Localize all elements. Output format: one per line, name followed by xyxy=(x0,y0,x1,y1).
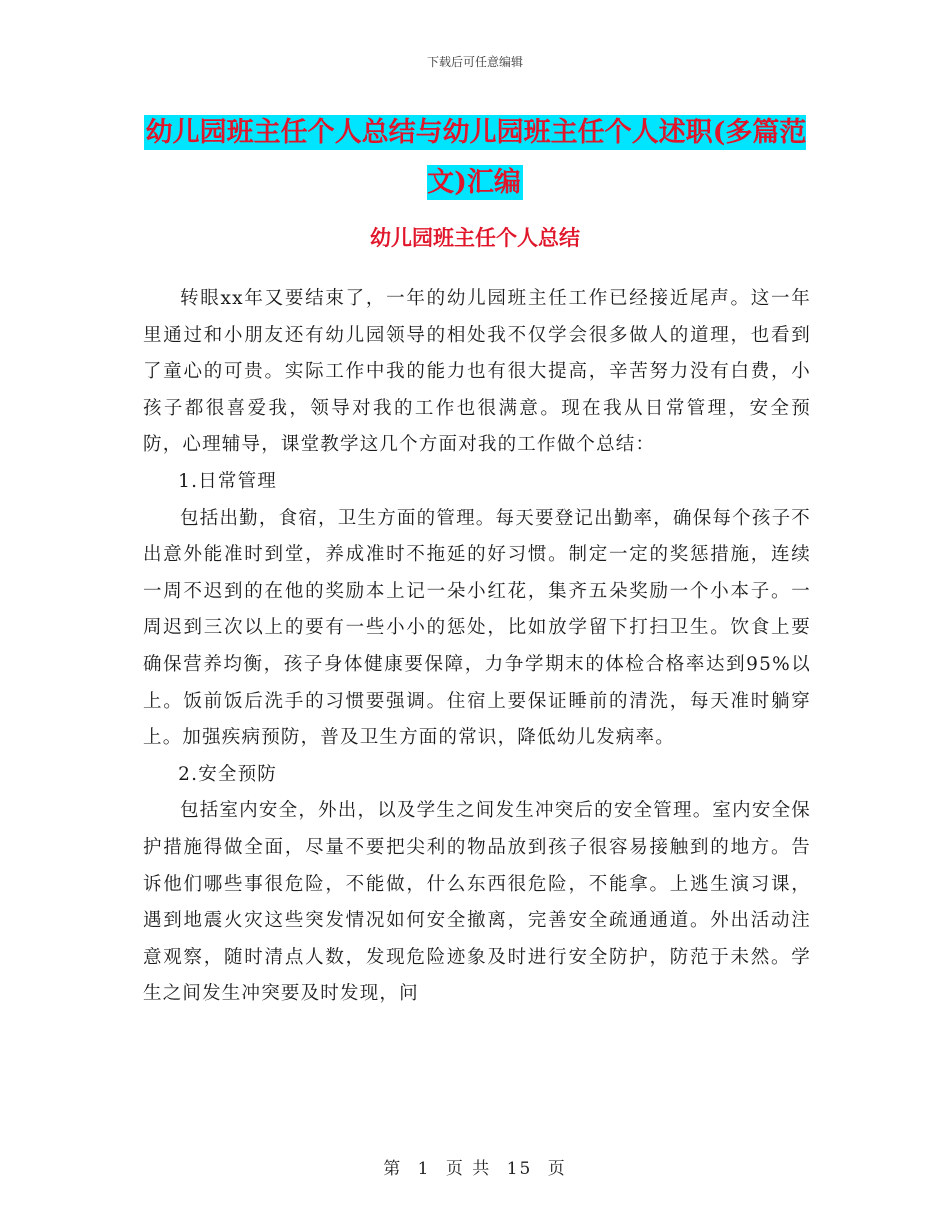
footer-prefix: 第 xyxy=(383,1159,403,1179)
footer-page-number: 1 xyxy=(417,1159,431,1179)
document-body xyxy=(143,281,811,1013)
document-title xyxy=(130,108,820,208)
footer-middle: 页 共 xyxy=(445,1159,492,1179)
footer-total-pages: 15 xyxy=(506,1159,533,1179)
section-title: 幼儿园班主任个人总结 xyxy=(370,225,580,250)
paragraph-safety: 包括室内安全，外出，以及学生之间发生冲突后的安全管理。室内安全保护措施得做全面，尽量不要把尖利的物品放到孩子很容易接触到的地方。告诉他们哪些事很危险，不能做，什么东西很危险，不能拿。上逃生演习课，遇到地震火灾这些突发情况如何安全撤离，完善安全疏通通道。外出活动注意观察，随时清点人数，发现危险迹象及时进行安全防护，防范于未然。学生之间发生冲突要及时发现，问 xyxy=(143,800,811,1005)
heading-daily-management: 1.日常管理 xyxy=(178,470,277,492)
page-footer xyxy=(0,1154,950,1179)
heading-safety: 2.安全预防 xyxy=(178,763,277,785)
footer-suffix: 页 xyxy=(547,1159,567,1179)
document-title-text: 幼儿园班主任个人总结与幼儿园班主任个人述职(多篇范文)汇编 xyxy=(145,117,807,198)
paragraph-intro: 转眼xx年又要结束了，一年的幼儿园班主任工作已经接近尾声。这一年里通过和小朋友还有幼儿园领导的相处我不仅学会很多做人的道理，也看到了童心的可贵。实际工作中我的能力也有很大提高，辛苦努力没有白费，小孩子都很喜爱我，领导对我的工作也很满意。现在我从日常管理，安全预防，心理辅导，课堂教学这几个方面对我的工作做个总结： xyxy=(143,288,811,456)
paragraph-daily-management: 包括出勤，食宿，卫生方面的管理。每天要登记出勤率，确保每个孩子不出意外能准时到堂，养成准时不拖延的好习惯。制定一定的奖惩措施，连续一周不迟到的在他的奖励本上记一朵小红花，集齐五朵奖励一个小本子。一周迟到三次以上的要有一些小小的惩处，比如放学留下打扫卫生。饮食上要确保营养均衡，孩子身体健康要保障，力争学期末的体检合格率达到95%以上。饭前饭后洗手的习惯要强调。住宿上要保证睡前的清洗，每天准时躺穿上。加强疾病预防，普及卫生方面的常识，降低幼儿发病率。 xyxy=(143,507,811,749)
header-note: 下载后可任意编辑 xyxy=(426,55,523,69)
